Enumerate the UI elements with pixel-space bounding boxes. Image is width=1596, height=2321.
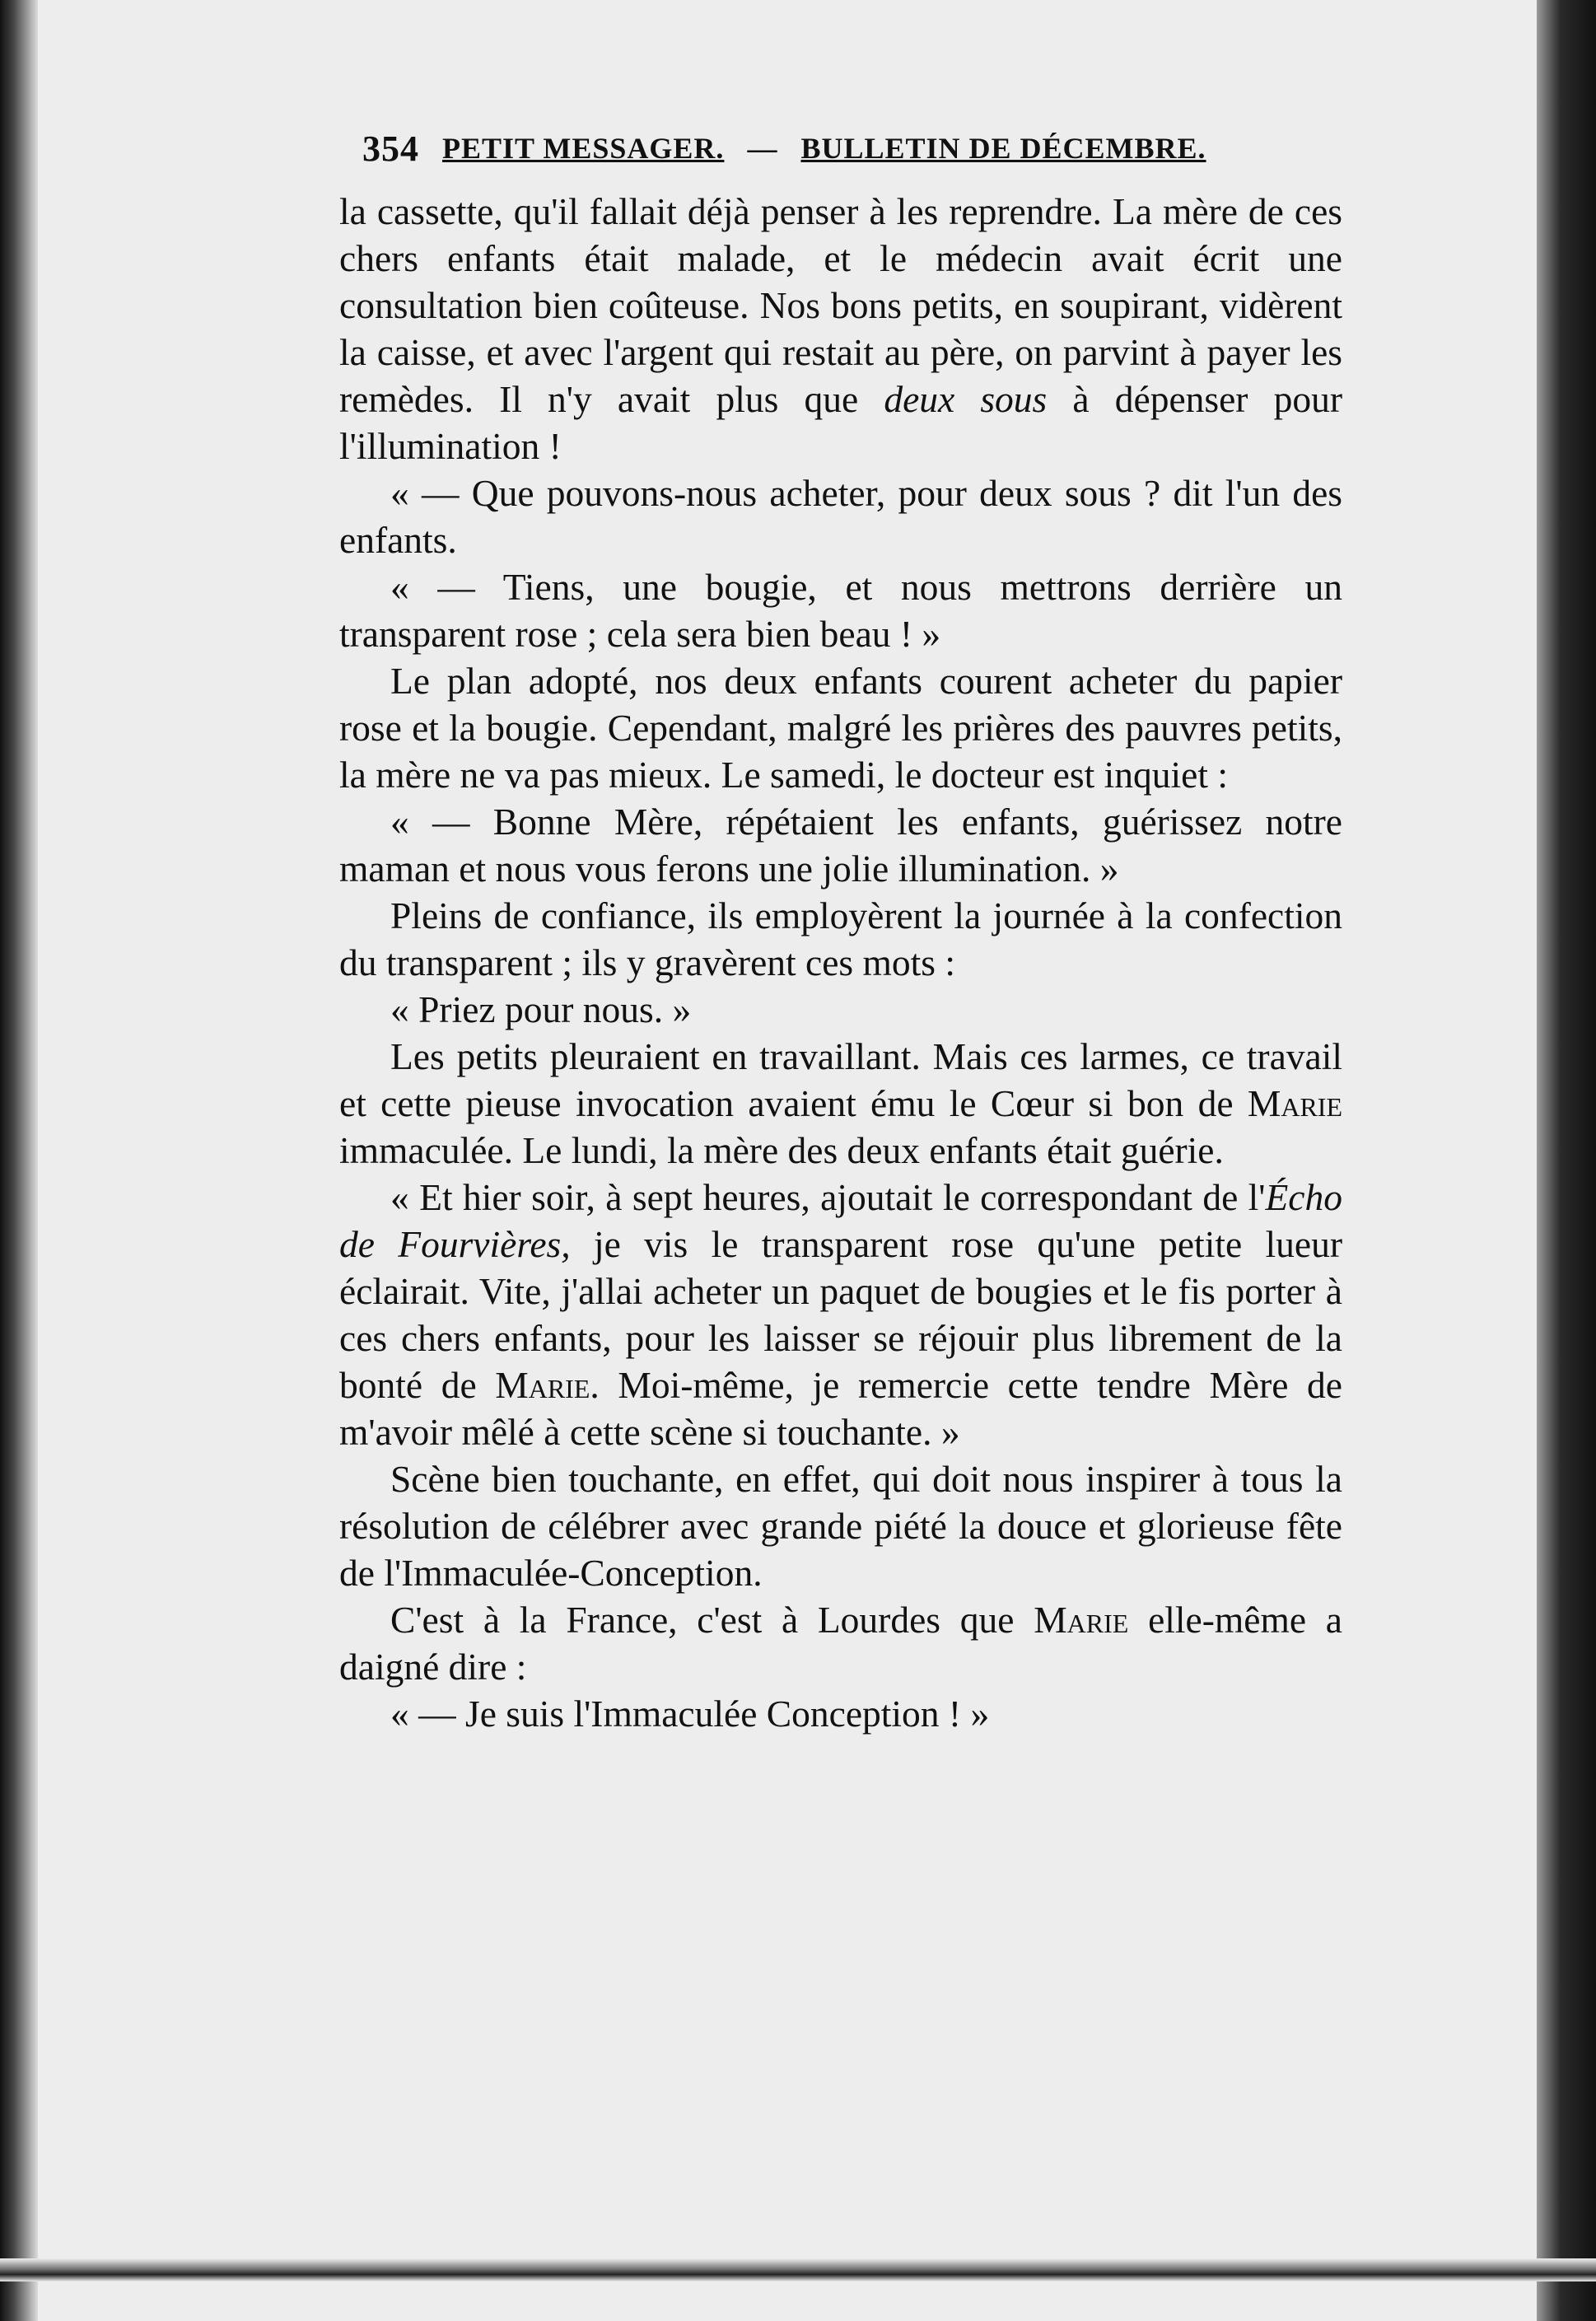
paragraph-7: « Priez pour nous. » xyxy=(390,988,692,1030)
book-spine-shadow xyxy=(1537,0,1596,2321)
paragraph-9-text-b: je vis le transparent rose qu'une petite lueur éclairait. Vite, j'allai acheter un paquet de bougies et le fis porter à ces chers enfants, pour les laisser se réjouir plus librement de la bonté de xyxy=(339,1223,1342,1406)
header-title: PETIT MESSAGER. xyxy=(442,132,725,165)
paragraph-3: « — Tiens, une bougie, et nous mettrons derrière un transparent rose ; cela sera bien beau ! » xyxy=(339,566,1342,655)
running-header xyxy=(362,119,1318,177)
paragraph-11 xyxy=(339,1596,1342,1690)
header-dash: — xyxy=(747,132,778,165)
paragraph-8-marie: Marie xyxy=(1247,1082,1343,1124)
paragraph-1-end: à dépenser pour l'illumination ! xyxy=(339,378,1343,467)
paragraph-9-text-a: « Et hier soir, à sept heures, ajoutait le correspondant de l' xyxy=(390,1176,1266,1218)
page-bottom-edge xyxy=(0,2258,1596,2281)
paragraph-10: Scène bien touchante, en effet, qui doit nous inspirer à tous la résolution de célébrer avec grande piété la douce et glorieuse fête de l'Immaculée-Conception. xyxy=(339,1458,1342,1594)
paragraph-9-text-c: Moi-même, je remercie cette tendre Mère de m'avoir mêlé à cette scène si touchante. » xyxy=(339,1364,1342,1453)
header-bulletin: BULLETIN DE DÉCEMBRE. xyxy=(800,132,1206,165)
paragraph-1-emphasis: deux sous xyxy=(884,378,1048,420)
paragraph-4: Le plan adopté, nos deux enfants courent acheter du papier rose et la bougie. Cependant, malgré les prières des pauvres petits, la mère ne va pas mieux. Le samedi, le docteur est inquiet : xyxy=(339,660,1342,796)
paragraph-11-marie: Marie xyxy=(1034,1599,1129,1641)
paragraph-9 xyxy=(339,1174,1342,1455)
paragraph-2: « — Que pouvons-nous acheter, pour deux sous ? dit l'un des enfants. xyxy=(339,472,1342,561)
paragraph-5: « — Bonne Mère, répétaient les enfants, guérissez notre maman et nous vous ferons une jolie illumination. » xyxy=(339,801,1342,890)
page-left-edge xyxy=(0,0,38,2321)
paragraph-1-text: la cassette, qu'il fallait déjà penser à les reprendre. La mère de ces chers enfants était malade, et le médecin avait écrit une consultation bien coûteuse. Nos bons petits, en soupirant, vidèrent la caisse, et avec l'argent qui restait au père, on parvint à payer les remèdes. Il n'y avait plus que xyxy=(339,190,1342,420)
paragraph-6: Pleins de confiance, ils employèrent la journée à la confection du transparent ; ils y gravèrent ces mots : xyxy=(339,894,1342,983)
paragraph-8-text-a: Les petits pleuraient en travaillant. Mais ces larmes, ce travail et cette pieuse invocation avaient ému le Cœur si bon de xyxy=(339,1035,1342,1124)
paragraph-9-emphasis: Écho de Fourvières, xyxy=(339,1176,1342,1265)
page-number: 354 xyxy=(362,128,419,169)
paragraph-8 xyxy=(339,1033,1342,1174)
paragraph-11-text-b: elle-même a daigné dire : xyxy=(339,1599,1343,1688)
paragraph-1 xyxy=(339,188,1342,469)
paragraph-12: « — Je suis l'Immaculée Conception ! » xyxy=(390,1693,990,1735)
paragraph-11-text-a: C'est à la France, c'est à Lourdes que xyxy=(390,1599,1015,1641)
paragraph-9-marie: Marie. xyxy=(495,1364,600,1406)
paragraph-8-text-b: immaculée. Le lundi, la mère des deux enfants était guérie. xyxy=(339,1129,1224,1171)
body-text xyxy=(339,188,1342,1737)
